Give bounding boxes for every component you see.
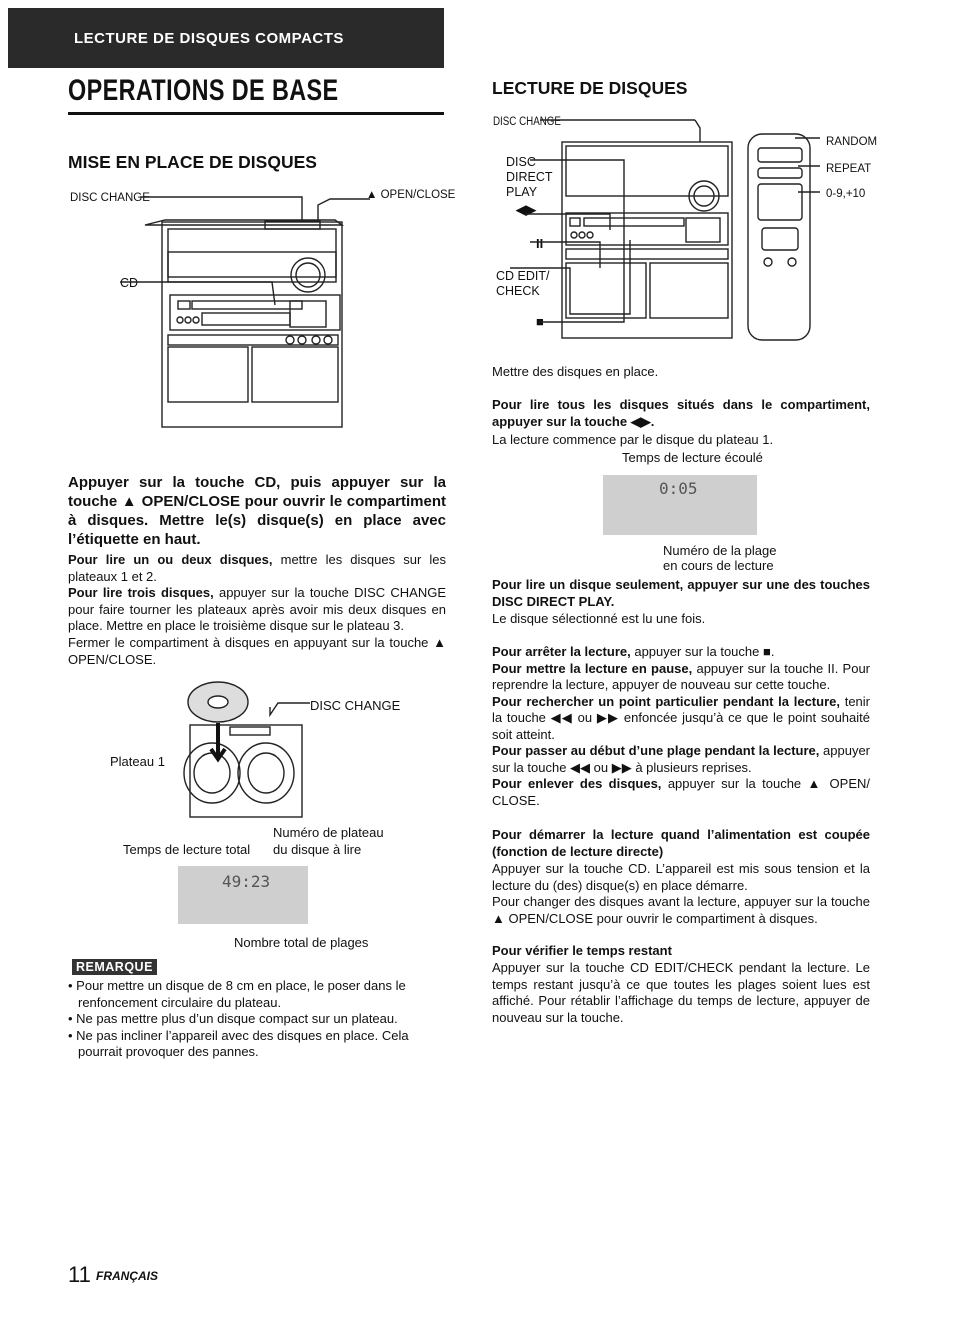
bold-phrase: Pour passer au début d’une plage pendant la lecture, <box>492 743 820 758</box>
operation-text: appuyer sur la touche ▲ OPEN/ CLOSE. <box>492 776 870 808</box>
lcd-readout: 0:05 <box>659 479 698 498</box>
heading-play-all: Pour lire tous les disques situés dans le compartiment, appuyer sur la touche ◀▶. <box>492 397 870 429</box>
operation-item <box>492 743 870 776</box>
lcd-display-total <box>178 866 308 924</box>
paragraph-starts-tray-1: La lecture commence par le disque du plateau 1. <box>492 432 774 447</box>
banner-text: LECTURE DE DISQUES COMPACTS <box>74 30 344 47</box>
fig3-stop-label: ■ <box>536 314 544 329</box>
paragraph-change-discs: Pour changer des disques avant la lecture, appuyer sur la touche ▲ OPEN/CLOSE pour ouvrir le compartiment à disques. <box>492 894 870 926</box>
stereo-and-remote-illustration <box>540 118 840 348</box>
paragraph-intro: Mettre des disques en place. <box>492 364 659 379</box>
section-title-mise-en-place: MISE EN PLACE DE DISQUES <box>68 152 317 172</box>
bold-phrase: Pour lire trois disques, <box>68 585 214 600</box>
label-line: Numéro de la plage <box>663 543 777 558</box>
paragraph-text: appuyer sur la touche DISC CHANGE pour faire tourner les plateaux après avoir mis deux disques en place. Mettre en place le troisième disque sur le plateau 3. <box>68 585 446 633</box>
operation-item <box>492 661 870 694</box>
label-line: DISC <box>506 155 536 169</box>
lcd-display-elapsed <box>603 475 757 535</box>
heading-remaining-time: Pour vérifier le temps restant <box>492 943 672 958</box>
note-title: REMARQUE <box>72 959 157 975</box>
paragraph-one-two-discs <box>68 552 446 585</box>
bold-phrase: Pour enlever des disques, <box>492 776 662 791</box>
lead-instruction: Appuyer sur la touche CD, puis appuyer sur la touche ▲ OPEN/CLOSE pour ouvrir le compartiment à disques. Mettre le(s) disque(s) en place avec l’étiquette en haut. <box>68 474 446 548</box>
page-title: OPERATIONS DE BASE <box>68 74 339 107</box>
bold-phrase: Pour arrêter la lecture, <box>492 644 631 659</box>
paragraph-direct-play: Appuyer sur la touche CD. L’appareil est mis sous tension et la lecture du (des) disque(s) en place démarre. <box>492 861 870 893</box>
operation-item <box>492 694 870 744</box>
operation-item <box>492 644 870 661</box>
label-line: en cours de lecture <box>663 558 774 573</box>
title-rule <box>68 112 444 115</box>
operations-list <box>492 644 870 809</box>
fig1-disc-change-label: DISC CHANGE <box>70 192 150 204</box>
fig1-open-close-label: ▲ OPEN/CLOSE <box>366 189 456 201</box>
note-item: • Ne pas mettre plus d’un disque compact sur un plateau. <box>68 1011 398 1026</box>
display1-label-right-1: Numéro de plateau <box>273 825 384 840</box>
display1-label-left: Temps de lecture total <box>123 842 251 857</box>
language-label: FRANÇAIS <box>96 1269 158 1283</box>
fig1-cd-label: CD <box>120 276 139 290</box>
paragraph-close: Fermer le compartiment à disques en appuyant sur la touche ▲ OPEN/CLOSE. <box>68 635 446 667</box>
label-line: PLAY <box>506 185 538 199</box>
paragraph-played-once: Le disque sélectionné est lu une fois. <box>492 611 706 626</box>
bold-phrase: Pour rechercher un point particulier pendant la lecture, <box>492 693 840 709</box>
lcd-readout: 49:23 <box>222 872 271 891</box>
stereo-illustration <box>140 195 370 435</box>
bold-phrase: Pour lire un ou deux disques, <box>68 552 273 567</box>
fig3-disc-change-label: DISC CHANGE <box>493 116 561 128</box>
section-title-lecture: LECTURE DE DISQUES <box>492 78 688 98</box>
notes-list <box>68 978 446 1061</box>
fig3-random-label: RANDOM <box>826 136 878 148</box>
operation-text: appuyer sur la touche ◀◀ ou ▶▶ à plusieurs reprises. <box>492 743 871 775</box>
fig2-plateau-label: Plateau 1 <box>110 754 165 769</box>
paragraph-three-discs <box>68 585 446 635</box>
label-line: CD EDIT/ <box>496 269 550 283</box>
label-line: CHECK <box>496 284 540 298</box>
fig3-repeat-label: REPEAT <box>826 163 872 175</box>
heading-direct-play: Pour démarrer la lecture quand l’alimentation est coupée (fonction de lecture directe) <box>492 827 870 859</box>
fig3-pause-label: II <box>536 236 544 251</box>
display1-label-right-2: du disque à lire <box>273 842 362 857</box>
display1-label-bottom: Nombre total de plages <box>234 935 369 950</box>
operation-text: appuyer sur la touche ■. <box>630 644 775 659</box>
note-item: • Ne pas incliner l’appareil avec des disques en place. Cela pourrait provoquer des pannes. <box>68 1027 409 1059</box>
operation-text: appuyer sur la touche II. Pour reprendre la lecture, appuyer de nouveau sur cette touche. <box>492 660 871 692</box>
fig3-numbers-label: 0-9,+10 <box>826 188 866 200</box>
heading-play-one: Pour lire un disque seulement, appuyer sur une des touches DISC DIRECT PLAY. <box>492 577 870 609</box>
bold-phrase: Pour mettre la lecture en pause, <box>492 660 693 676</box>
display2-label-bottom <box>663 543 776 573</box>
paragraph-text: mettre les disques sur les plateaux 1 et 2. <box>68 552 446 584</box>
display2-label-top: Temps de lecture écoulé <box>622 450 763 465</box>
note-badge <box>72 958 157 976</box>
operation-text: tenir la touche ◀◀ ou ▶▶ enfoncée jusqu’à ce que le point souhaité soit atteint. <box>492 693 870 742</box>
paragraph-remaining-time: Appuyer sur la touche CD EDIT/CHECK pendant la lecture. Le temps restant jusqu’à ce que toutes les plages soient lues est affiché. Pour rétablir l’affichage du temps de lecture, appuyer de nouveau sur la touche. <box>492 960 870 1025</box>
operation-item <box>492 776 870 809</box>
disc-tray-illustration <box>170 675 330 820</box>
section-banner <box>8 8 444 68</box>
fig2-disc-change-label: DISC CHANGE <box>310 698 401 713</box>
page-number: 11 <box>68 1262 91 1287</box>
label-line: DIRECT <box>506 170 553 184</box>
fig3-play-label: ◀▶ <box>516 202 536 217</box>
note-item: • Pour mettre un disque de 8 cm en place, le poser dans le renfoncement circulaire du plateau. <box>68 978 406 1010</box>
